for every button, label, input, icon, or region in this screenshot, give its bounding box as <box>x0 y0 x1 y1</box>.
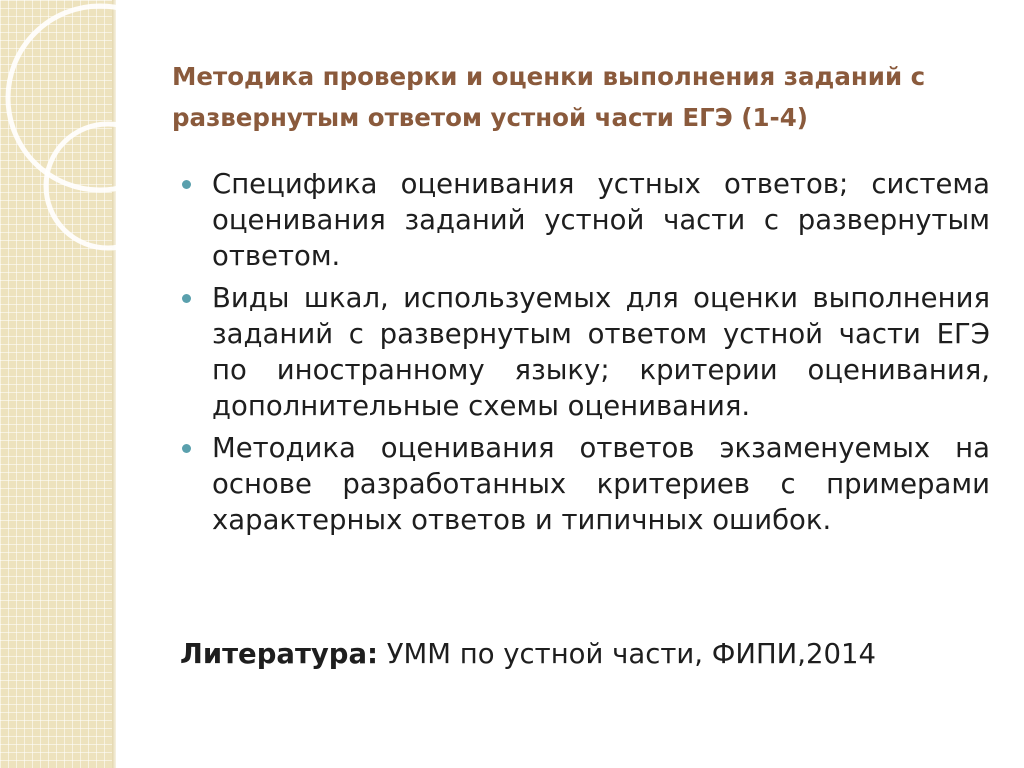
bullet-text: Виды шкал, используемых для оценки выполнения заданий с развернутым ответом устной части ЕГЭ по иностранному языку; критерии оценивания, дополнительные схемы оценивания. <box>212 282 990 422</box>
bullet-text: Специфика оценивания устных ответов; система оценивания заданий устной части с развернутым ответом. <box>212 168 990 272</box>
bullet-list <box>180 166 990 544</box>
literature-label: Литература: <box>180 638 379 670</box>
literature-line <box>180 636 876 672</box>
bullet-text: Методика оценивания ответов экзаменуемых на основе разработанных критериев с примерами характерных ответов и типичных ошибок. <box>212 432 990 536</box>
bullet-item <box>180 166 990 274</box>
decorative-circles <box>0 0 200 320</box>
bullet-dot-icon <box>182 444 191 453</box>
bullet-dot-icon <box>182 294 191 303</box>
literature-text: УММ по устной части, ФИПИ,2014 <box>378 638 876 670</box>
bullet-dot-icon <box>182 180 191 189</box>
slide-title: Методика проверки и оценки выполнения заданий с развернутым ответом устной части ЕГЭ (1-4) <box>172 62 926 132</box>
bullet-item <box>180 430 990 538</box>
decorative-circle-small <box>46 124 170 248</box>
bullet-item <box>180 280 990 424</box>
